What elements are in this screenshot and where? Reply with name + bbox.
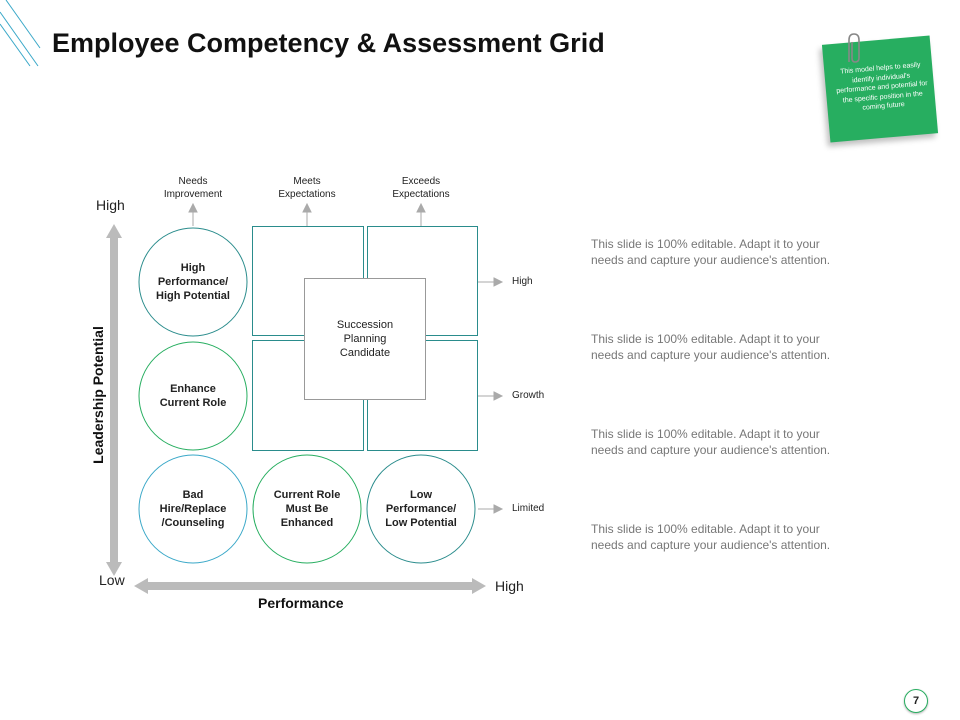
cell-line: High Potential	[156, 290, 230, 302]
row-label-limited: Limited	[512, 503, 545, 514]
cell-line: Enhance	[170, 383, 216, 395]
cell-line: Performance/	[385, 503, 457, 515]
description-line: needs and capture your audience's attention.	[591, 443, 831, 457]
cell-high-potential	[143, 261, 243, 303]
column-label-line: Meets	[293, 176, 321, 187]
column-label-line: Exceeds	[401, 176, 441, 187]
description-line: needs and capture your audience's attention.	[591, 253, 831, 267]
cell-line: Current Role	[159, 397, 227, 409]
succession-line: Planning	[343, 333, 387, 345]
cell-line: High	[180, 262, 206, 274]
cell-current-role	[257, 488, 357, 530]
description-text	[591, 331, 871, 363]
row-arrows	[478, 278, 502, 513]
x-axis-arrow	[134, 578, 486, 594]
y-axis-low-label: Low	[99, 572, 125, 588]
description-line: This slide is 100% editable. Adapt it to your	[591, 522, 820, 536]
cell-line: Low	[410, 489, 432, 501]
cell-line: Current Role	[273, 489, 341, 501]
x-axis-title: Performance	[258, 595, 344, 611]
description-text	[591, 236, 871, 268]
cell-line: Must Be	[285, 503, 329, 515]
cell-bad-hire	[143, 488, 243, 530]
description-line: This slide is 100% editable. Adapt it to your	[591, 237, 820, 251]
description-line: This slide is 100% editable. Adapt it to your	[591, 427, 820, 441]
cell-line: Low Potential	[385, 517, 457, 529]
cell-line: Performance/	[157, 276, 229, 288]
x-axis-high-label: High	[495, 578, 524, 594]
column-label-line: Expectations	[392, 189, 450, 200]
description-text	[591, 521, 871, 553]
column-label-line: Needs	[178, 176, 208, 187]
y-axis-title: Leadership Potential	[90, 326, 106, 464]
cell-line: Enhanced	[280, 517, 334, 529]
succession-line: Candidate	[339, 347, 391, 359]
succession-line: Succession	[336, 319, 394, 331]
sticky-note-text: This model helps to easily identify individual's performance and potential for the specific position in the coming future	[836, 61, 928, 112]
page-number: 7	[904, 689, 928, 713]
description-line: This slide is 100% editable. Adapt it to your	[591, 332, 820, 346]
row-label-growth: Growth	[512, 390, 545, 401]
cell-low-performance	[371, 488, 471, 530]
column-label-line: Improvement	[163, 189, 223, 200]
cell-line: /Counseling	[161, 517, 225, 529]
cell-enhance-role	[143, 382, 243, 410]
row-label-high: High	[512, 276, 533, 287]
column-label-line: Expectations	[278, 189, 336, 200]
cell-line: Bad	[182, 489, 204, 501]
page-title: Employee Competency & Assessment Grid	[52, 28, 605, 58]
succession-planning-box	[304, 278, 426, 400]
y-axis-arrow	[106, 224, 122, 576]
description-line: needs and capture your audience's attention.	[591, 538, 831, 552]
description-line: needs and capture your audience's attention.	[591, 348, 831, 362]
cell-line: Hire/Replace	[159, 503, 227, 515]
column-arrows	[189, 204, 425, 226]
y-axis-high-label: High	[96, 197, 125, 213]
description-text	[591, 426, 871, 458]
